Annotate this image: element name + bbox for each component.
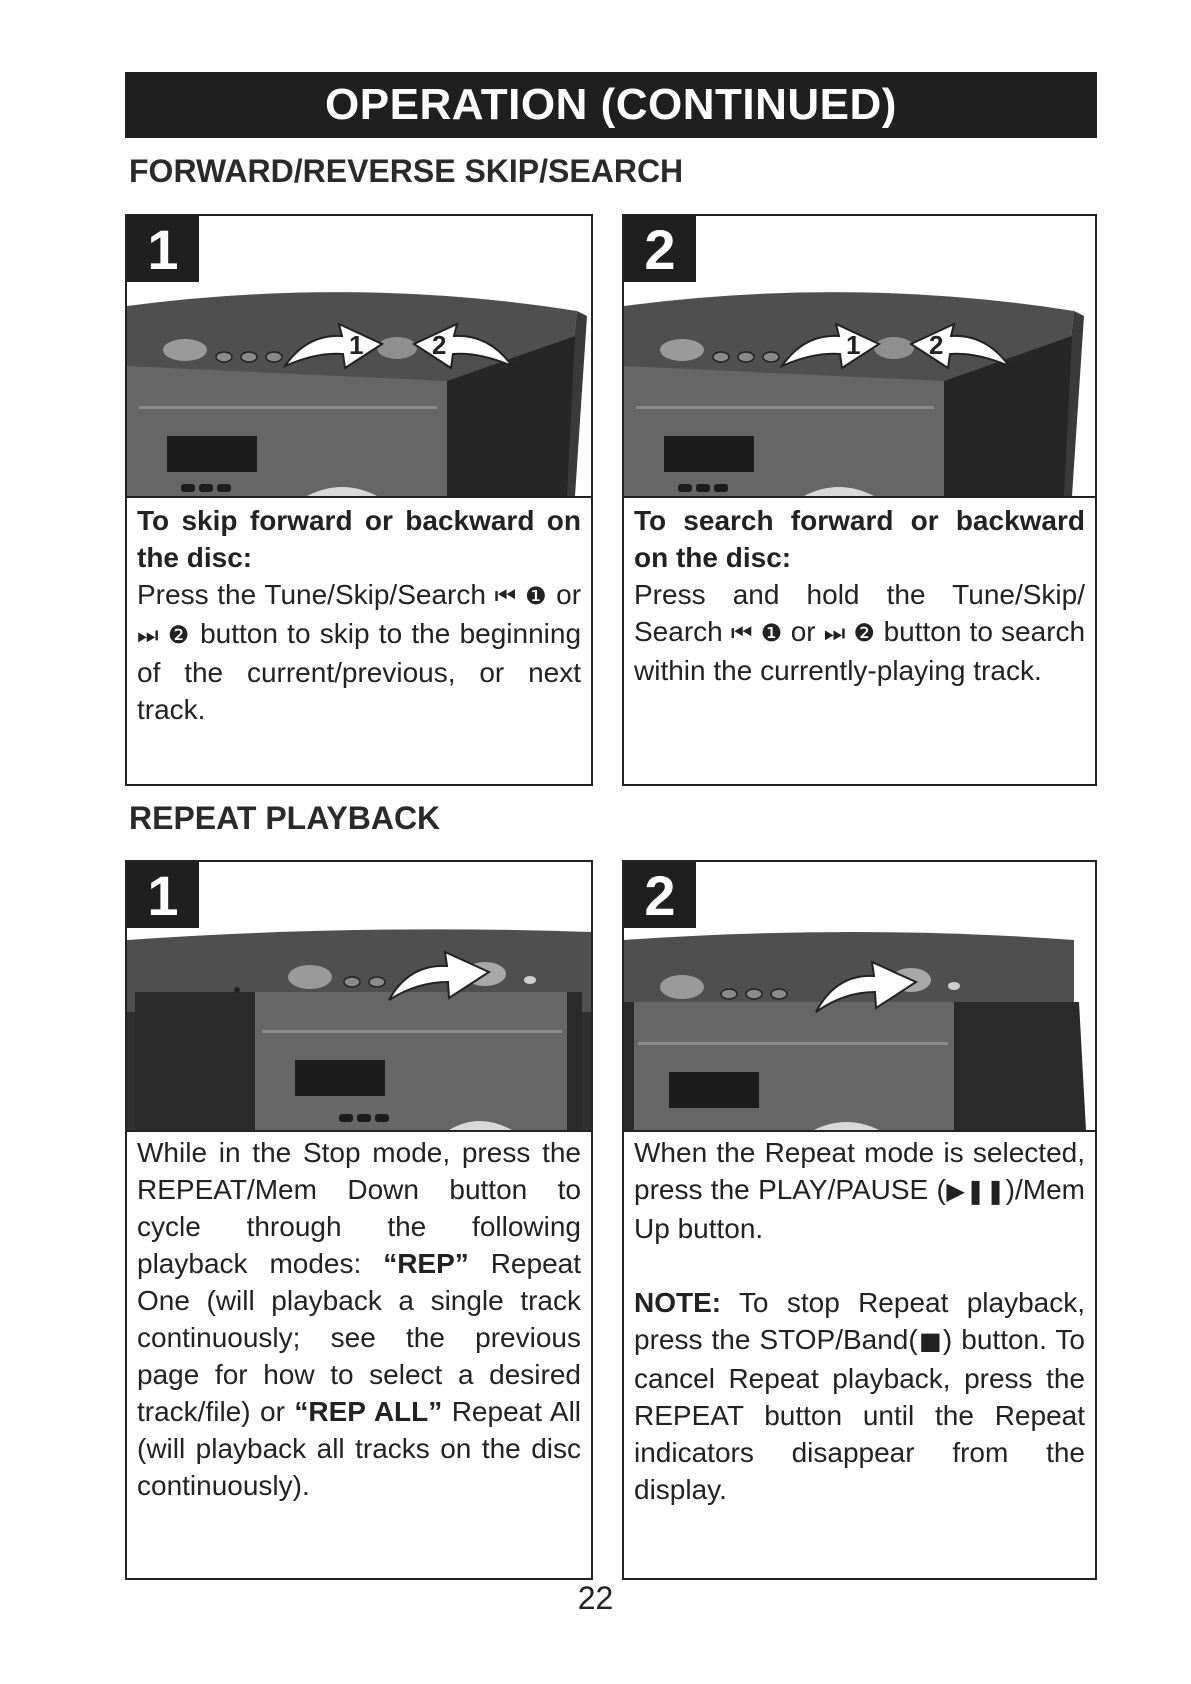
- panel-lead: To search forward or backward on the disc:: [634, 505, 1085, 573]
- marker-1-icon: ❶: [760, 619, 783, 647]
- section-heading-skip: FORWARD/REVERSE SKIP/SEARCH: [129, 153, 684, 189]
- section-heading-repeat: REPEAT PLAYBACK: [129, 800, 441, 836]
- panel-text: [634, 502, 1085, 689]
- body-text: Press the Tune/Skip/Search: [137, 579, 486, 610]
- repeat-step-1-panel: [125, 860, 593, 1580]
- body-text: button to search within the currently-playing track.: [634, 616, 1086, 686]
- skip-forward-icon: ⏭: [823, 619, 846, 647]
- panel-body: [137, 576, 581, 728]
- body-text: ) button. To cancel Repeat playback, press the REPEAT button until the Repeat indicators disappear from the display.: [634, 1324, 1085, 1505]
- repeat-step-2-panel: [622, 860, 1097, 1580]
- arrow-label-1: 1: [349, 330, 364, 360]
- marker-2-icon: ❷: [167, 621, 191, 649]
- step-number: 2: [624, 862, 696, 928]
- panel-lead: To skip forward or backward on the disc:: [137, 505, 581, 573]
- arrow-label-2: 2: [432, 330, 447, 360]
- marker-1-icon: ❶: [524, 582, 548, 610]
- marker-2-icon: ❷: [853, 619, 876, 647]
- skip-forward-icon: ⏭: [137, 621, 159, 649]
- skip-back-icon: ⏮: [730, 619, 753, 647]
- note-paragraph: [634, 1284, 1085, 1508]
- panel-text: [137, 502, 581, 728]
- arrow-label-1: 1: [846, 330, 861, 360]
- page-number: 22: [577, 1580, 614, 1616]
- panel-text: [137, 1134, 581, 1504]
- panel-text: [634, 1134, 1085, 1508]
- step-number: 2: [624, 216, 696, 282]
- rep-all-mode-label: “REP ALL”: [294, 1396, 443, 1427]
- body-text: Press and hold the Tune/Skip/ Search: [634, 579, 1085, 647]
- panel-body: [634, 576, 1085, 689]
- body-text: When the Repeat mode is selected, press the PLAY/PAUSE (: [634, 1137, 1085, 1205]
- play-pause-icon: ▶❚❚: [945, 1177, 1006, 1205]
- body-text: button to skip to the beginning of the current/previous, or next track.: [137, 618, 582, 725]
- body-text: Repeat All (will playback all tracks on the disc continuously).: [137, 1396, 582, 1501]
- note-label: NOTE:: [634, 1287, 722, 1318]
- body-text: or: [556, 579, 582, 610]
- body-text: or: [790, 616, 816, 647]
- panel-body: [137, 1134, 581, 1504]
- skip-back-icon: ⏮: [494, 582, 517, 610]
- body-text: Repeat One (will playback a single track continuously; see the previous page for how to select a desired track/file) or: [137, 1248, 582, 1427]
- step-number: 1: [127, 216, 199, 282]
- rep-mode-label: “REP”: [383, 1248, 469, 1279]
- body-text: While in the Stop mode, press the REPEAT/Mem Down button to cycle through the following playback modes:: [137, 1137, 581, 1279]
- stop-icon: ■: [917, 1327, 943, 1355]
- arrow-label-2: 2: [929, 330, 944, 360]
- panel-body: [634, 1134, 1085, 1247]
- skip-step-2-panel: [622, 214, 1097, 786]
- body-text: )/Mem Up button.: [634, 1174, 1085, 1244]
- skip-step-1-panel: [125, 214, 593, 786]
- page-title: OPERATION (CONTINUED): [125, 72, 1097, 138]
- body-text: To stop Repeat playback, press the STOP/Band(: [634, 1287, 1085, 1355]
- step-number: 1: [127, 862, 199, 928]
